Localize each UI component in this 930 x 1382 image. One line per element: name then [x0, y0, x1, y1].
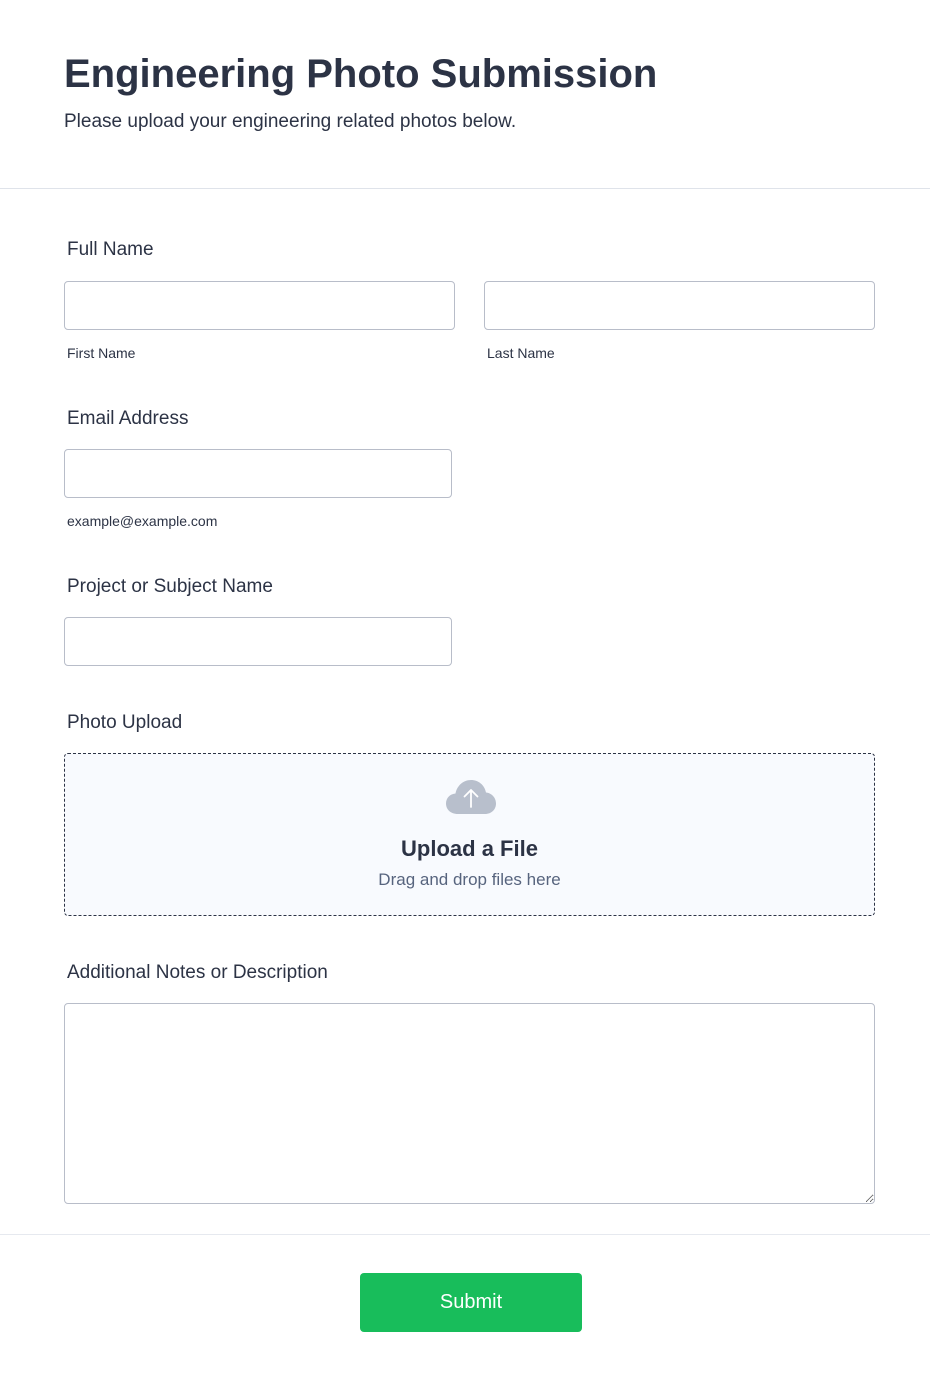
project-label: Project or Subject Name — [67, 576, 273, 597]
full-name-label: Full Name — [67, 239, 154, 260]
upload-title: Upload a File — [401, 836, 538, 861]
submit-button[interactable]: Submit — [360, 1273, 582, 1332]
form-header — [0, 0, 930, 189]
email-label: Email Address — [67, 408, 189, 429]
photo-upload-dropzone[interactable] — [64, 753, 875, 916]
email-sublabel: example@example.com — [67, 513, 218, 529]
form-footer — [0, 1234, 930, 1382]
notes-textarea[interactable] — [64, 1003, 875, 1204]
first-name-input[interactable] — [64, 281, 455, 330]
page-subtitle: Please upload your engineering related photos below. — [64, 111, 517, 132]
page-title: Engineering Photo Submission — [64, 52, 658, 96]
project-input[interactable] — [64, 617, 452, 666]
upload-subtitle: Drag and drop files here — [378, 870, 561, 889]
last-name-input[interactable] — [484, 281, 875, 330]
first-name-sublabel: First Name — [67, 345, 136, 361]
photo-upload-label: Photo Upload — [67, 712, 183, 733]
email-input[interactable] — [64, 449, 452, 498]
notes-label: Additional Notes or Description — [67, 962, 328, 983]
last-name-sublabel: Last Name — [487, 345, 555, 361]
cloud-upload-icon — [446, 780, 496, 816]
